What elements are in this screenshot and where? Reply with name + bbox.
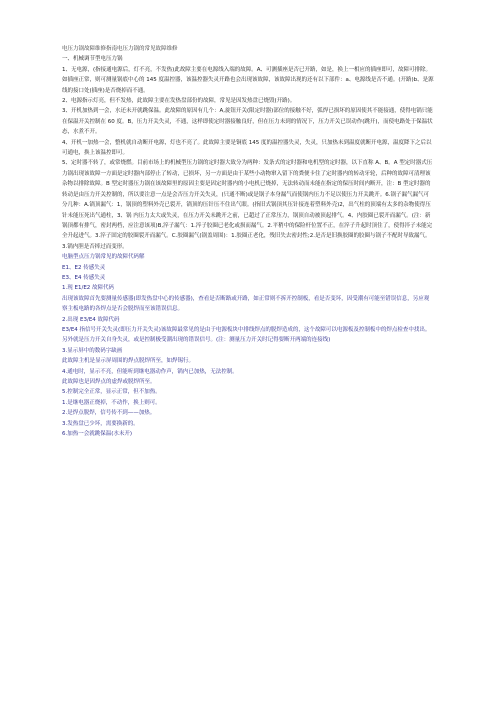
document-page [62, 44, 434, 439]
sub-item-5-heading: 5.控制完全正常，显示正常，但不加热。 [62, 389, 161, 396]
code-e3-e4: E3、E4 传感失灵 [62, 274, 106, 281]
sub-item-2-heading: 2.出现 E3/E4 故障代码 [62, 316, 120, 323]
paragraph-2: 2、电源指示灯亮，但不发热，此故障主要在发热盘部份的故障，常见是因发热盘已烧毁(开路)。 [62, 98, 296, 105]
document-title: 电压力锅故障维修指南电压力锅的常见故障维修 [62, 46, 178, 52]
sub-item-6-heading: 6.加热一会就跳保温(水未开) [62, 431, 133, 438]
paragraph-4: 4、开机一加热一会，整机就自动断开电源，灯也不亮了。此故障主要是铜底 145 度的温控器失灵，失灵，只加热未到温度就断开电源，温度降下之后以可通电，换上该温控即可。 [62, 139, 432, 157]
section-heading-electronic: 电脑型点压力锅常见的故障代码解 [62, 254, 145, 261]
paragraph-5: 5、定时器不转了，或常烧燃。目前市场上的机械型压力锅的定时器大致分为两种：发条式的定时器和电机型的定时器，以下直称 A、B。A 型定时器式压力锅出现该故障一方面是定时器内部停止了转动，已损坏，另一方面是由于某些小动物窜入留下的粪便卡住了定时器内的转动牙轮，后种的故障可清理该杂物以排除故障。B 型定时器压力锅在该故障里的原因主要是因定时器内的小电机已烧掉，无法转动而未能在指定的保压时间内断开，注：B 型定时器的转动是由压力开关控制的，所以要注意一点是会否压力开关失灵，(只通不断)或是锅子本身漏气而使锅内压力不足以使压力开关跳开。6.锅子漏气漏气可分几种：A.锅顶漏气：1，锅顶的塑料外壳已裂开，锅顶的压针压不住出气眼。(指旧式锅顶其压针接连着塑料外壳)2，出气柱的顶端有太多的杂物使得压针未能压死出气通柱，3、锅 内压力太大或失灵，在压力开关未跳开之前，已超过了正常压力，锅顶自动被顶起排气。4、内胶圈已裂开而漏气。(注：新锅顶都有排气，密封两档，应注意该项)B,淬子漏气：1.淬子胶圈已老化或损而漏气。2.平稍中的保险杆位置不正，在淬子升起时顶住了，使得淬子未能完全升起进气。3.淬子固定的胶圈裂开而漏气。C.胶圈漏气(锅盖周围)：1.胶圈正老化，残旧失去密封性;2.是否是旧换胶圈的胶圈与锅子不配时导致漏气。3.锅内胆是否摔过而变形。 [62, 160, 433, 250]
sub-item-5-cause-3: 3.发热盘已少坏，需要换新的。 [62, 420, 139, 427]
sub-item-3-body: 此故障主机是显示屏周围的焊点脱焊所至，如焊锡行。 [62, 358, 195, 365]
code-e1-e2: E1、E2 传感失灵 [62, 264, 106, 271]
paragraph-1: 1、无电源，(指接通电源后，灯不亮，不发热)此故障主要在电源线入端的故障。A、可测插座是否已开路，如是，换上一相应的插座即可，故障可排除。如插座正常，则可测量锅底中心的 145 度温控器，该温控器失灵开路也会出现该故障，该故障出现的还有以下部件：a、电源线是否不通。(开路)b、是源线的接口处(插座)是否烧掉而不通。 [62, 66, 434, 94]
sub-item-2-body: E3/E4 指信号开关失灵(即压力开关失灵)该故障最常见的是由于电源板块中排线焊点的脱焊造成的，这个故障可以电源板及控制板中的焊点检查中找出。另外就是压力开关自身失灵，或是控制极受潮出现的错误信号。(注：测量压力开关时记得要断开两端的连接线) [62, 326, 431, 344]
sub-item-5-cause-2: 2.是焊点脱焊，信号传不到——加热。 [62, 410, 156, 417]
sub-item-1-body: 出现该故障首先要测量传感器(即发热盘中心的传感器)，查看是否断路或开路，如正常则不拆开控制板，看是否变坏，因受潮有可能至错误信息，另应观察主板电路的各焊点是否会脱焊而至该错误信息。 [62, 295, 430, 313]
sub-item-3-heading: 3.显示屏中的数码字缺画 [62, 347, 123, 354]
sub-item-4-body: 此故障也是因焊点的虚焊或脱焊所至。 [62, 379, 156, 385]
sub-item-1-heading: 1.现 E1/E2 故障代码 [62, 285, 115, 292]
paragraph-3: 3、开机加热到一会，水还未开就跳保温。此故障的原因有几个：A,旋钮开关(限定时器)部位的接触不好，弧焊已损坏的原因使其不能接通，使得电锅只能在保温开关控制在 60 度。B，压力开关失灵，不通，这样即使定时器接触良好，但在压力未到的情况下，压力开关已误动作(跳开)，而使电路处于保温状态，水煮不开。 [62, 108, 433, 136]
section-heading-mechanical: 一、机械调节型电压力锅 [62, 56, 123, 63]
sub-item-5-cause-1: 1.是继电器正烧掉，不动作，换上则可。 [62, 399, 161, 406]
sub-item-4-heading: 4.通电时，显示不亮，但能听到继电器动作声，锅内已加热，无法控制。 [62, 368, 238, 375]
